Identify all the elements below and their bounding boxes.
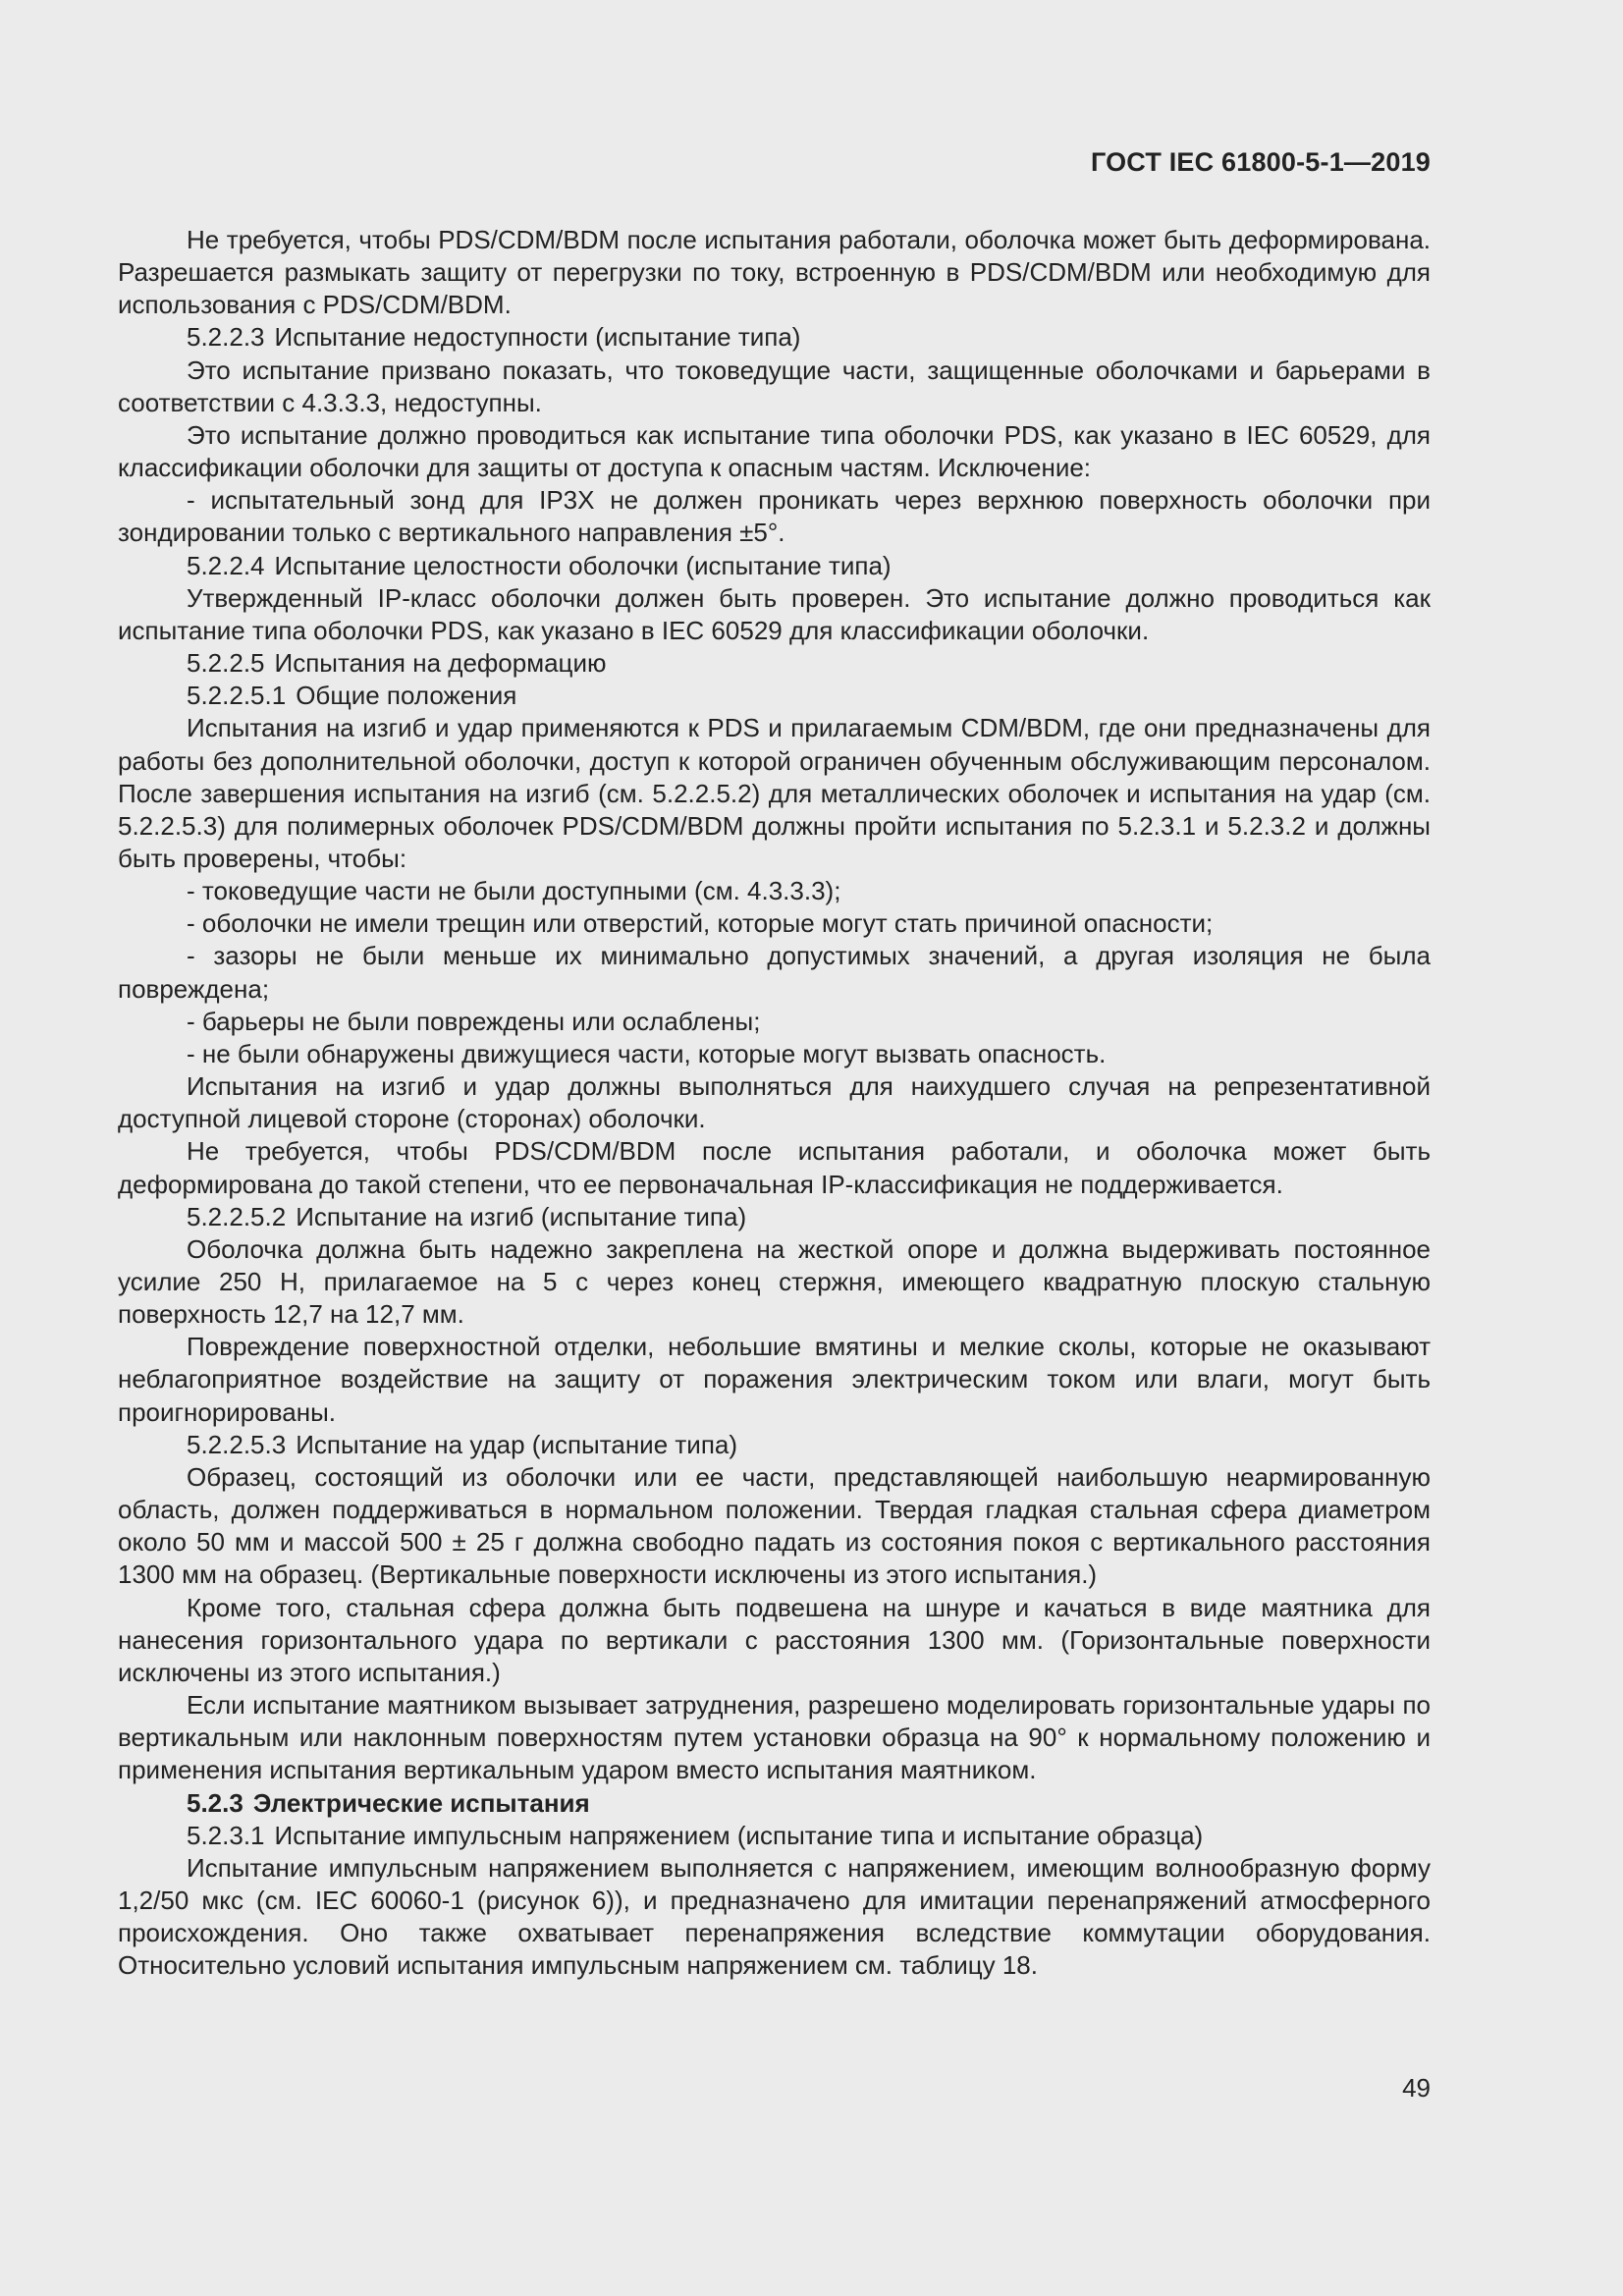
section-title: Испытание импульсным напряжением (испытание типа и испытание образца) (274, 1820, 1204, 1850)
document-code-header: ГОСТ IEC 61800-5-1—2019 (1090, 147, 1431, 177)
section-title: Общие положения (296, 681, 517, 711)
paragraph: Оболочка должна быть надежно закреплена на жесткой опоре и должна выдерживать постоянное усилие 250 Н, прилагаемое на 5 с через конец стержня, имеющего квадратную плоскую стальную поверхность 12,7 на 12,7 мм. (118, 1233, 1431, 1330)
list-item: - испытательный зонд для IP3X не должен проникать через верхнюю поверхность оболочки при зондировании только с вертикального направления ±5°. (118, 485, 1431, 548)
section-title: Испытание целостности оболочки (испытание типа) (274, 550, 892, 580)
paragraph: Испытание импульсным напряжением выполняется с напряжением, имеющим волнообразную форму 1,2/50 мкс (см. IEC 60060-1 (рисунок 6)), и предназначено для имитации перенапряжений атмосферного происхождения. Оно также охватывает перенапряжения вследствие коммутации оборудования. Относительно условий испытания импульсным напряжением см. таблицу 18. (118, 1852, 1431, 1981)
paragraph: Испытания на изгиб и удар применяются к PDS и прилагаемым CDM/BDM, где они предназначены для работы без дополнительной оболочки, доступ к которой ограничен обученным обслуживающим персоналом. После завершения испытания на изгиб (см. 5.2.2.5.2) для металлических оболочек и испытания на удар (см. 5.2.2.5.3) для полимерных оболочек PDS/CDM/BDM должны пройти испытания по 5.2.3.1 и 5.2.3.2 и должны быть проверены, чтобы: (118, 713, 1431, 873)
list-item: - барьеры не были повреждены или ослаблены; (187, 1006, 761, 1036)
section-heading (118, 680, 1431, 712)
paragraph: Кроме того, стальная сфера должна быть подвешена на шнуре и качаться в виде маятника для нанесения горизонтального удара по вертикали с расстояния 1300 мм. (Горизонтальные поверхности исключены из этого испытания.) (118, 1592, 1431, 1687)
paragraph: Не требуется, чтобы PDS/CDM/BDM после испытания работали, оболочка может быть деформирована. Разрешается размыкать защиту от перегрузки по току, встроенную в PDS/CDM/BDM или необходимую для использования с PDS/CDM/BDM. (118, 225, 1431, 320)
section-title: Испытания на деформацию (274, 648, 607, 679)
section-number: 5.2.3 (187, 1787, 243, 1818)
list-item: - оболочки не имели трещин или отверстий, которые могут стать причиной опасности; (187, 908, 1214, 939)
section-heading (118, 1429, 1431, 1461)
paragraph: Это испытание призвано показать, что токоведущие части, защищенные оболочками и барьерами в соответствии с 4.3.3.3, недоступны. (118, 355, 1431, 417)
section-number: 5.2.2.4 (187, 550, 265, 580)
paragraph: Повреждение поверхностной отделки, небольшие вмятины и мелкие сколы, которые не оказывают неблагоприятное воздействие на защиту от поражения электрическим током или влаги, могут быть проигнорированы. (118, 1332, 1431, 1427)
paragraph: Если испытание маятником вызывает затруднения, разрешено моделировать горизонтальные удары по вертикальным или наклонным поверхностям путем установки образца на 90° к нормальному положению и применения испытания вертикальным ударом вместо испытания маятником. (118, 1690, 1431, 1785)
section-title: Испытание на изгиб (испытание типа) (296, 1201, 747, 1231)
section-heading-bold (118, 1787, 1431, 1820)
page-number: 49 (1402, 2073, 1431, 2103)
list-item: - не были обнаружены движущиеся части, которые могут вызвать опасность. (187, 1038, 1107, 1068)
list-item: - токоведущие части не были доступными (см. 4.3.3.3); (187, 876, 841, 906)
section-heading (118, 1820, 1431, 1852)
body-text (118, 224, 1431, 1982)
paragraph: Не требуется, чтобы PDS/CDM/BDM после испытания работали, и оболочка может быть деформирована до такой степени, что ее первоначальная IP-классификация не поддерживается. (118, 1136, 1431, 1199)
section-number: 5.2.2.5.2 (187, 1201, 287, 1231)
section-title: Электрические испытания (252, 1787, 590, 1818)
list-item: - зазоры не были меньше их минимально допустимых значений, а другая изоляция не была повреждена; (118, 941, 1431, 1004)
paragraph: Утвержденный IP-класс оболочки должен быть проверен. Это испытание должно проводиться как испытание типа оболочки PDS, как указано в IEC 60529 для классификации оболочки. (118, 582, 1431, 645)
section-number: 5.2.2.5 (187, 648, 265, 679)
section-number: 5.2.2.5.3 (187, 1429, 287, 1459)
paragraph: Это испытание должно проводиться как испытание типа оболочки PDS, как указано в IEC 60529, для классификации оболочки для защиты от доступа к опасным частям. Исключение: (118, 419, 1431, 483)
section-title: Испытание недоступности (испытание типа) (274, 322, 801, 353)
section-heading (118, 1201, 1431, 1233)
section-heading (118, 647, 1431, 680)
paragraph: Испытания на изгиб и удар должны выполняться для наихудшего случая на репрезентативной доступной лицевой стороне (сторонах) оболочки. (118, 1071, 1431, 1134)
section-number: 5.2.2.3 (187, 322, 265, 353)
paragraph: Образец, состоящий из оболочки или ее части, представляющей наибольшую неармированную область, должен поддерживаться в нормальном положении. Твердая гладкая стальная сфера диаметром около 50 мм и массой 500 ± 25 г должна свободно падать из состояния покоя с вертикального расстояния 1300 мм на образец. (Вертикальные поверхности исключены из этого испытания.) (118, 1461, 1431, 1590)
section-number: 5.2.2.5.1 (187, 681, 287, 711)
section-heading (118, 550, 1431, 582)
section-heading (118, 321, 1431, 354)
section-number: 5.2.3.1 (187, 1820, 265, 1850)
section-title: Испытание на удар (испытание типа) (296, 1429, 738, 1459)
